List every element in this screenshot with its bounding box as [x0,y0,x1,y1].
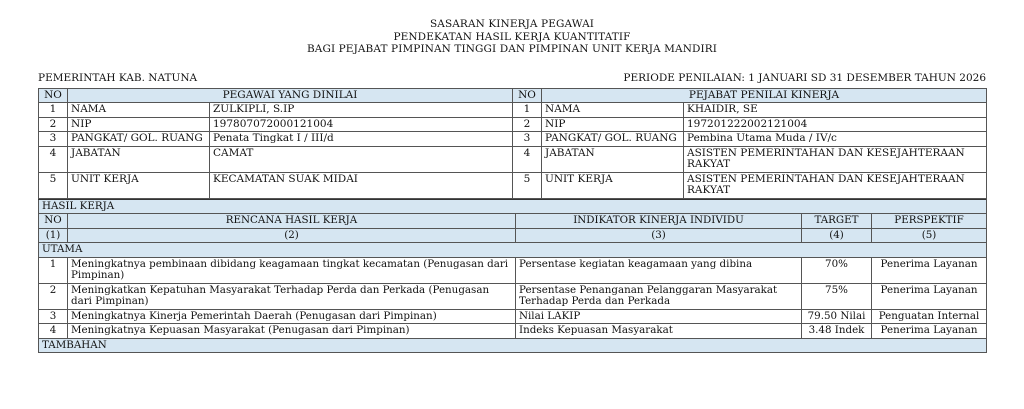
row-no: 2 [39,283,68,309]
document-meta [38,72,986,86]
section-utama [39,243,987,258]
row-perspektif: Penguatan Internal [872,309,987,324]
hasil-kerja-header [39,214,987,229]
row-penilai-value: 197201222002121004 [684,117,987,132]
row-field-right: NIP [542,117,684,132]
row-penilai-value: Pembina Utama Muda / IV/c [684,132,987,147]
row-no: 5 [39,172,68,198]
table-row [39,283,987,309]
row-no: 4 [39,324,68,339]
row-pegawai-value: 197807072000121004 [210,117,513,132]
row-pegawai-value: KECAMATAN SUAK MIDAI [210,172,513,198]
row-rencana: Meningkatnya Kepuasan Masyarakat (Penugasan dari Pimpinan) [68,324,516,339]
row-field-right: UNIT KERJA [542,172,684,198]
header-no-left: NO [39,88,68,103]
hasil-kerja-column-numbers [39,228,987,243]
document-heading [38,0,986,56]
row-field: PANGKAT/ GOL. RUANG [68,132,210,147]
colnum-3: (3) [516,228,802,243]
row-no-right: 3 [513,132,542,147]
row-no-right: 4 [513,146,542,172]
row-field-right: JABATAN [542,146,684,172]
section-hasil-kerja [39,199,987,214]
row-rencana: Meningkatnya pembinaan dibidang keagamaan tingkat kecamatan (Penugasan dari Pimpinan) [68,257,516,283]
row-no: 1 [39,103,68,118]
row-field-right: PANGKAT/ GOL. RUANG [542,132,684,147]
header-no-right: NO [513,88,542,103]
table-row [39,257,987,283]
row-rencana: Meningkatkan Kepatuhan Masyarakat Terhadap Perda dan Perkada (Penugasan dari Pimpinan) [68,283,516,309]
row-field: NIP [68,117,210,132]
pegawai-table-header [39,88,987,103]
title-line-2: PENDEKATAN HASIL KERJA KUANTITATIF [393,30,631,43]
row-no: 2 [39,117,68,132]
periode-label: PERIODE PENILAIAN: 1 JANUARI SD 31 DESEMBER TAHUN 2026 [623,71,986,84]
colnum-2: (2) [68,228,516,243]
row-field: UNIT KERJA [68,172,210,198]
colnum-5: (5) [872,228,987,243]
row-pegawai-value: ZULKIPLI, S.IP [210,103,513,118]
row-indikator: Indeks Kepuasan Masyarakat [516,324,802,339]
table-row [39,117,987,132]
row-penilai-value: ASISTEN PEMERINTAHAN DAN KESEJAHTERAAN RAKYAT [684,172,987,198]
row-no-right: 1 [513,103,542,118]
row-no: 1 [39,257,68,283]
title-line-1: SASARAN KINERJA PEGAWAI [429,18,595,30]
section-tambahan [39,338,987,353]
row-no: 3 [39,309,68,324]
table-row [39,309,987,324]
header-penilai: PEJABAT PENILAI KINERJA [542,88,987,103]
section-label: UTAMA [39,243,987,258]
row-no-right: 2 [513,117,542,132]
row-field: NAMA [68,103,210,118]
row-pegawai-value: CAMAT [210,146,513,172]
colnum-4: (4) [802,228,872,243]
header-no: NO [39,214,68,229]
row-perspektif: Penerima Layanan [872,324,987,339]
table-row [39,146,987,172]
row-no: 4 [39,146,68,172]
row-target: 3.48 Indek [802,324,872,339]
title-line-3: BAGI PEJABAT PIMPINAN TINGGI DAN PIMPINAN UNIT KERJA MANDIRI [306,43,718,55]
row-penilai-value: KHAIDIR, SE [684,103,987,118]
pegawai-table [38,88,987,199]
row-pegawai-value: Penata Tingkat I / III/d [210,132,513,147]
row-indikator: Persentase Penanganan Pelanggaran Masyarakat Terhadap Perda dan Perkada [516,283,802,309]
row-penilai-value: ASISTEN PEMERINTAHAN DAN KESEJAHTERAAN RAKYAT [684,146,987,172]
row-indikator: Persentase kegiatan keagamaan yang dibina [516,257,802,283]
header-target: TARGET [802,214,872,229]
header-perspektif: PERSPEKTIF [872,214,987,229]
instansi-label: PEMERINTAH KAB. NATUNA [38,71,198,84]
row-target: 75% [802,283,872,309]
colnum-1: (1) [39,228,68,243]
row-target: 79.50 Nilai [802,309,872,324]
row-perspektif: Penerima Layanan [872,283,987,309]
row-no-right: 5 [513,172,542,198]
row-rencana: Meningkatnya Kinerja Pemerintah Daerah (Penugasan dari Pimpinan) [68,309,516,324]
row-indikator: Nilai LAKIP [516,309,802,324]
table-row [39,132,987,147]
section-label: TAMBAHAN [39,338,987,353]
hasil-kerja-table [38,199,987,354]
row-field-right: NAMA [542,103,684,118]
table-row [39,103,987,118]
table-row [39,324,987,339]
row-perspektif: Penerima Layanan [872,257,987,283]
row-no: 3 [39,132,68,147]
row-target: 70% [802,257,872,283]
header-pegawai: PEGAWAI YANG DINILAI [68,88,513,103]
header-rencana: RENCANA HASIL KERJA [68,214,516,229]
row-field: JABATAN [68,146,210,172]
header-indikator: INDIKATOR KINERJA INDIVIDU [516,214,802,229]
table-row [39,172,987,198]
section-label: HASIL KERJA [39,199,987,214]
